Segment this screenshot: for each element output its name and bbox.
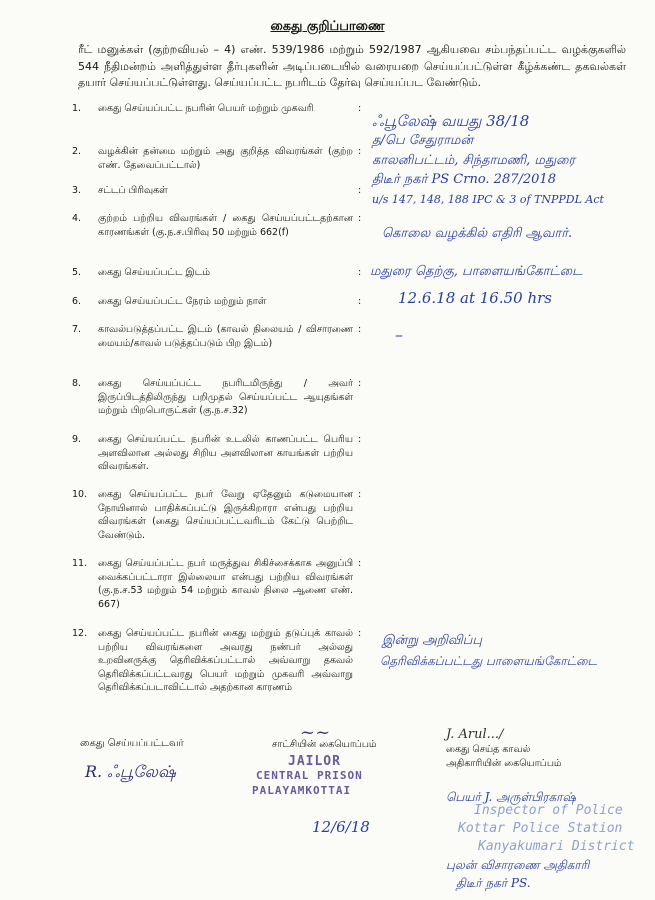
item-number: 4. [72,213,82,224]
item-number: 6. [72,296,82,307]
item-label: காவல்படுத்தப்பட்ட இடம் (காவல் நிலையம் / விசாரணை மையம்/காவல் படுத்தப்படும் பிற இடம்) [98,324,353,349]
item-colon: : [358,185,362,196]
item-number: 1. [72,103,82,114]
item-colon: : [358,324,362,335]
item-label: கைது செய்யப்பட்ட இடம் [98,267,210,278]
item-colon: : [358,558,362,569]
handwritten-address: காலனிபட்டம், சிந்தாமணி, மதுரை [372,153,576,168]
officer-label-line2: அதிகாரியின் கையொப்பம் [446,758,562,769]
item-number: 2. [72,146,82,157]
officer-extra-role: புலன் விசாரணை அதிகாரி [446,858,590,872]
handwritten-father: த/பெ சேதுராமன் [372,133,474,148]
handwritten-reason: கொலை வழக்கில் எதிரி ஆவார். [382,226,573,241]
officer-signature: J. Arul.../ [446,727,504,742]
item-number: 3. [72,185,82,196]
handwritten-place: மதுரை தெற்கு, பாளையங்கோட்டை [370,264,583,279]
handwritten-name: ஃபூலேஷ் வயது 38/18 [372,112,530,130]
item-colon: : [358,296,362,307]
item-number: 11. [72,558,88,569]
handwritten-sections: u/s 147, 148, 188 IPC & 3 of TNPPDL Act [372,193,604,206]
item-number: 12. [72,628,88,639]
jailor-stamp-place: PALAYAMKOTTAI [252,784,352,797]
item-colon: : [358,146,362,157]
jailor-stamp-title: JAILOR [288,754,341,769]
officer-stamp-district: Kanyakumari District [478,839,635,854]
officer-extra-station: திடீர் நகர் PS. [456,876,531,890]
item-colon: : [358,434,362,445]
intro-paragraph: ரீட் மனுக்கள் (குற்றவியல் – 4) எண். 539/1986 மற்றும் 592/1987 ஆகியவை சம்பந்தப்பட்ட வழக்குகளில் 544 நீதிமன்றம் அளித்துள்ள தீர்புகளின் அடிப்படையில் வரையறை செய்யப்பட்டுள்ள கீழ்க்கண்ட தகவல்கள் தயார் செய்யப்பட்டுள்ளது. செய்யப்பட்ட நபரிடம் தேர்வு செய்யப்பட வேண்டும். [78,43,626,89]
item-label: கைது செய்யப்பட்ட நபரின் பெயர் மற்றும் முகவரி [98,103,314,114]
item-colon: : [358,213,362,224]
officer-stamp-station: Kottar Police Station [458,821,623,836]
item-number: 9. [72,434,82,445]
officer-label-line1: கைது செய்த காவல் [446,744,531,755]
witness-date: 12/6/18 [312,818,370,836]
handwritten-informed: இன்று அறிவிப்பு [382,633,483,648]
item-colon: : [358,267,362,278]
jailor-stamp-prison: CENTRAL PRISON [256,769,363,782]
item-label: கைது செய்யப்பட்ட நபர் மருத்துவ சிகிச்சைக்காக அனுப்பி வைக்கப்பட்டாரா இல்லையா என்பது பற்றிய விவரங்கள் (கு.ந.ச.53 மற்றும் 54 மற்றும் காவல் நிலை ஆணை எண். 667) [98,558,353,610]
item-label: கைது செய்யப்பட்ட நபரிடமிருந்து / அவர் இருப்பிடத்திலிருந்து பறிமுதல் செய்யப்பட்ட ஆயுதங்கள் மற்றும் பிறபொருட்கள் (கு.ந.ச.32) [98,378,353,416]
item-colon: : [358,378,362,389]
witness-signature-scribble: ~~ [300,722,331,743]
item-number: 10. [72,489,88,500]
item-number: 7. [72,324,82,335]
witness-label: சாட்சியின் கையொப்பம் [272,739,377,750]
item-label: சட்டப் பிரிவுகள் [98,185,168,196]
item-label: கைது செய்யப்பட்ட நேரம் மற்றும் நாள் [98,296,267,307]
arrested-person-label: கைது செய்யப்பட்டவர் [80,738,184,749]
item-colon: : [358,103,362,114]
arrested-person-signature: R. ஃபூலேஷ் [85,762,176,781]
item-label: கைது செய்யப்பட்ட நபரின் உடலில் காணப்பட்ட பெரிய அளவிலான அல்லது சிறிய அளவிலான காயங்கள் பற்றிய விவரங்கள். [98,434,353,472]
item-label: கைது செய்யப்பட்ட நபரின் கைது மற்றும் தடுப்புக் காவல் பற்றிய விவரங்களை அவரது நண்பர் அல்லது உறவினருக்கு தெரிவிக்கப்பட்டால் அவ்வாறு தகவல் தெரிவிக்கப்பட்டவரது பெயர் மற்றும் முகவரி அவ்வாறு தெரிவிக்கப்படாவிட்டால் அதற்கான காரணம் [98,628,353,693]
page-title: கைது குறிப்பாணை [270,19,385,34]
handwritten-dash: – [395,325,403,344]
handwritten-datetime: 12.6.18 at 16.50 hrs [398,289,552,307]
item-number: 8. [72,378,82,389]
item-number: 5. [72,267,82,278]
item-colon: : [358,628,362,639]
item-label: குற்றம் பற்றிய விவரங்கள் / கைது செய்யப்பட்டதற்கான காரணங்கள் (கு.ந.ச.பிரிவு 50 மற்றும் 662(f) [98,213,353,238]
item-colon: : [358,489,362,500]
item-label: வழக்கின் தன்மை மற்றும் அது குறித்த விவரங்கள் (குற்ற எண். தேவைப்பட்டால்) [98,146,353,171]
handwritten-informed-detail: தெரிவிக்கப்பட்டது பாளையங்கோட்டை [380,654,598,668]
item-label: கைது செய்யப்பட்ட நபர் வேறு ஏதேனும் கடுமையான நோயினால் பாதிக்கப்பட்டு இருக்கிறாரா என்பது பற்றிய விவரங்கள் (கைது செய்யப்பட்டவரிடம் கேட்டு பெற்றிட வேண்டும். [98,489,353,541]
handwritten-case-number: திடீர் நகர் PS Crno. 287/2018 [372,172,556,187]
officer-stamp-designation: Inspector of Police [474,803,623,818]
officer-name: பெயர் J. அருள்பிரகாஷ் [446,790,576,804]
